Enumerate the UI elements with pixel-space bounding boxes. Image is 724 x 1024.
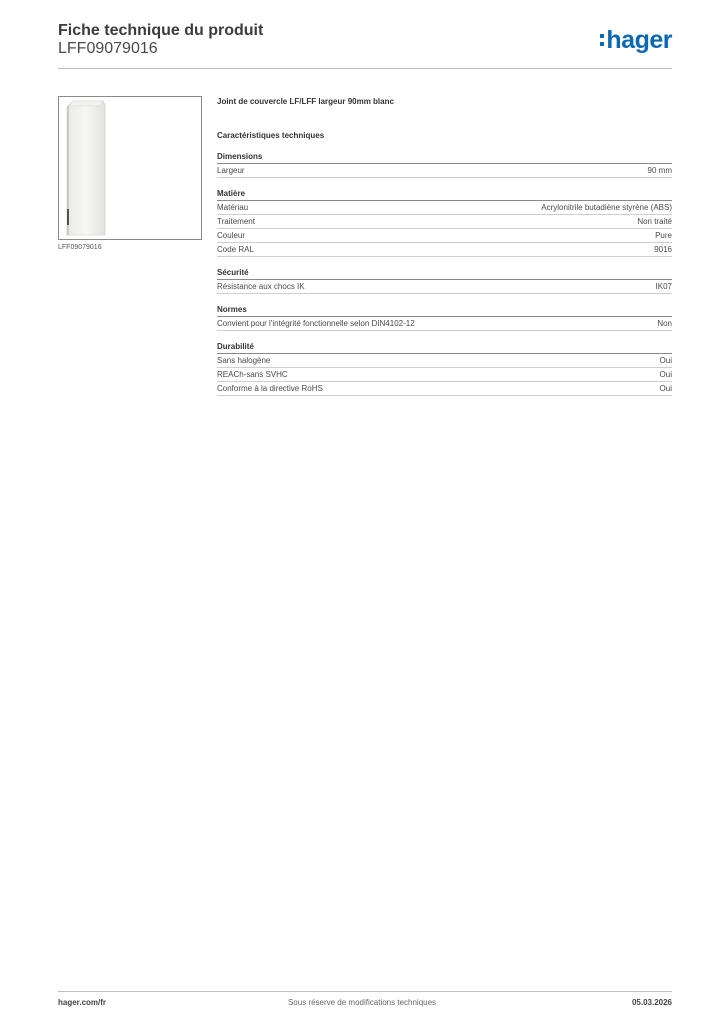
footer-divider [58, 991, 672, 992]
image-caption: LFF09079016 [58, 244, 102, 251]
logo-dots-icon [600, 34, 604, 46]
product-reference: LFF09079016 [58, 40, 158, 57]
spec-value: Oui [659, 384, 672, 393]
spec-label: Résistance aux chocs IK [217, 282, 305, 291]
spec-value: Oui [659, 356, 672, 365]
product-name: Joint de couvercle LF/LFF largeur 90mm blanc [217, 97, 394, 106]
spec-value: IK07 [655, 282, 672, 291]
spec-value: Non traité [637, 217, 672, 226]
footer-date: 05.03.2026 [631, 998, 672, 1007]
spec-label: Conforme à la directive RoHS [217, 384, 323, 393]
spec-value: Non [657, 319, 672, 328]
section-title: Sécurité [217, 267, 672, 280]
product-image [58, 96, 202, 240]
specs-content [217, 96, 672, 406]
header-divider [58, 68, 672, 69]
spec-label: Matériau [217, 203, 249, 212]
spec-value: 90 mm [647, 166, 672, 175]
spec-row [217, 215, 672, 229]
characteristics-heading: Caractéristiques techniques [217, 131, 325, 140]
spec-row [217, 382, 672, 396]
spec-label: Sans halogène [217, 356, 271, 365]
spec-row [217, 243, 672, 257]
section-title: Normes [217, 304, 672, 317]
spec-label: Couleur [217, 231, 246, 240]
spec-value: Acrylonitrile butadiène styrène (ABS) [541, 203, 672, 212]
spec-row [217, 280, 672, 294]
spec-label: REACh-sans SVHC [217, 370, 288, 379]
section-matiere [217, 188, 672, 257]
spec-row [217, 229, 672, 243]
section-title: Durabilité [217, 341, 672, 354]
section-dimensions [217, 151, 672, 178]
section-securite [217, 267, 672, 294]
section-normes [217, 304, 672, 331]
footer-notice: Sous réserve de modifications techniques [287, 998, 437, 1007]
spec-label: Traitement [217, 217, 255, 226]
section-title: Matière [217, 188, 672, 201]
section-title: Dimensions [217, 151, 672, 164]
spec-row [217, 368, 672, 382]
section-durabilite [217, 341, 672, 396]
spec-row [217, 164, 672, 178]
hager-logo [600, 26, 672, 54]
spec-value: Pure [655, 231, 672, 240]
page-title: Fiche technique du produit [58, 22, 264, 39]
spec-row [217, 201, 672, 215]
spec-value: Oui [659, 370, 672, 379]
spec-label: Code RAL [217, 245, 254, 254]
footer-website-link[interactable]: hager.com/fr [58, 998, 107, 1007]
spec-value: 9016 [654, 245, 672, 254]
spec-row [217, 317, 672, 331]
spec-label: Largeur [217, 166, 245, 175]
logo-text: hager [606, 26, 672, 54]
cover-joint-illustration [59, 97, 201, 239]
spec-row [217, 354, 672, 368]
spec-label: Convient pour l'intégrité fonctionnelle selon DIN4102-12 [217, 319, 415, 328]
